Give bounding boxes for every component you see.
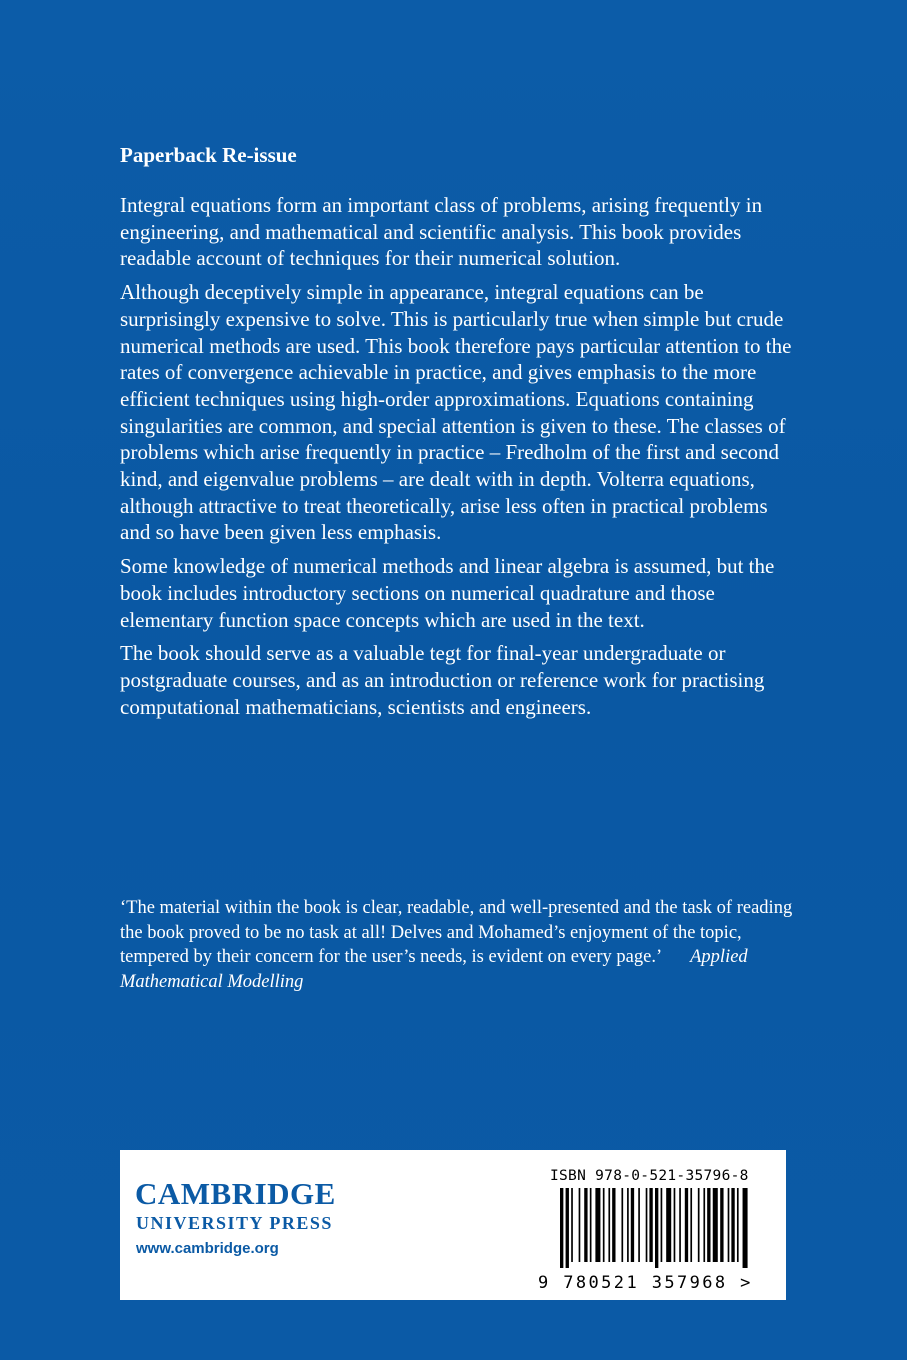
barcode-bar bbox=[638, 1188, 640, 1262]
publisher-panel bbox=[120, 1150, 786, 1300]
barcode-bar bbox=[674, 1188, 676, 1262]
barcode-bar bbox=[698, 1188, 700, 1262]
barcode-bar bbox=[703, 1188, 705, 1262]
barcode-bar bbox=[590, 1188, 592, 1262]
blurb-paragraph-4: The book should serve as a valuable tegt for final-year undergraduate or postgraduate courses, and as an introduction or reference work for practising computational mathematicians, scientists and engineers. bbox=[120, 641, 765, 719]
barcode-bar bbox=[560, 1188, 563, 1268]
barcode-bar bbox=[731, 1188, 734, 1262]
reissue-heading: Paperback Re-issue bbox=[120, 143, 297, 167]
barcode-bar bbox=[627, 1188, 629, 1262]
barcode-bar bbox=[679, 1188, 681, 1262]
barcode-bar bbox=[737, 1188, 739, 1262]
barcode-bar bbox=[584, 1188, 587, 1262]
blurb-paragraph-1: Integral equations form an important class of problems, arising frequently in engineering, and mathematical and scientific analysis. This book provides readable account of techniques for their numerical solution. bbox=[120, 193, 763, 271]
barcode-bar bbox=[608, 1188, 610, 1262]
barcode-bar bbox=[666, 1188, 671, 1262]
barcode-bar bbox=[612, 1188, 615, 1262]
blurb-paragraph-2: Although deceptively simple in appearance, integral equations can be surprisingly expensive to solve. This is particularly true when simple but crude numerical methods are used. This book therefore pays particular attention to the rates of convergence achievable in practice, and gives emphasis to the more efficient techniques using high-order approximations. Equations containing singularities are common, and special attention is given to these. The classes of problems which arise frequently in practice – Fredholm of the first and second kind, and eigenvalue problems – are dealt with in depth. Volterra equations, although attractive to treat theoretically, arise less often in practical problems and so have been given less emphasis. bbox=[120, 280, 792, 545]
barcode-bar bbox=[603, 1188, 605, 1262]
publisher-name: CAMBRIDGE bbox=[135, 1176, 336, 1211]
barcode-bar bbox=[690, 1188, 692, 1262]
barcode-icon bbox=[560, 1188, 750, 1268]
publisher-url[interactable]: www.cambridge.org bbox=[136, 1240, 279, 1257]
blurb-section bbox=[120, 140, 800, 727]
barcode-bar bbox=[707, 1188, 710, 1262]
isbn-label: ISBN 978-0-521-35796-8 bbox=[550, 1168, 749, 1184]
barcode-bar bbox=[646, 1188, 648, 1262]
barcode-bar bbox=[685, 1188, 688, 1262]
blurb-paragraph-3: Some knowledge of numerical methods and linear algebra is assumed, but the book includes introductory sections on numerical quadrature and those elementary function space concepts which are used in the text. bbox=[120, 554, 775, 632]
publisher-subtitle: UNIVERSITY PRESS bbox=[136, 1213, 333, 1233]
barcode-bar bbox=[720, 1188, 723, 1262]
barcode-bar bbox=[595, 1188, 600, 1262]
barcode-bar bbox=[631, 1188, 634, 1262]
review-quote bbox=[120, 896, 800, 994]
barcode-bar bbox=[655, 1188, 658, 1268]
barcode-bar bbox=[661, 1188, 663, 1262]
barcode-bar bbox=[743, 1188, 748, 1268]
review-text: ‘The material within the book is clear, readable, and well-presented and the task of reading the book proved to be no task at all! Delves and Mohamed’s enjoyment of the topic, tempered by their concern for the user’s needs, is evident on every page.’ bbox=[120, 898, 793, 967]
barcode-bar bbox=[621, 1188, 623, 1262]
barcode-bar bbox=[571, 1188, 573, 1262]
barcode-bar bbox=[728, 1188, 730, 1262]
barcode-bar bbox=[566, 1188, 569, 1268]
barcode-bar bbox=[713, 1188, 718, 1262]
barcode-bar bbox=[649, 1188, 652, 1262]
review-source: Applied Mathematical Modelling bbox=[120, 947, 748, 992]
barcode-digits: 9 780521 357968 > bbox=[538, 1273, 753, 1293]
barcode-bar bbox=[579, 1188, 581, 1262]
